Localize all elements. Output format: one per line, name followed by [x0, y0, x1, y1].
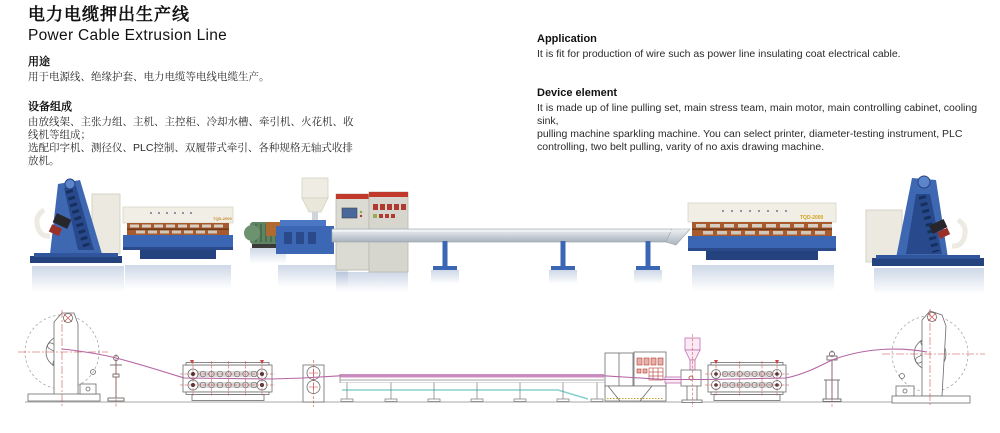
components-heading: 设备组成: [28, 101, 72, 113]
caterpillar-puller-photo-1: [123, 207, 233, 289]
caterpillar-drawing-1: [180, 360, 275, 401]
title-block: [28, 6, 227, 45]
components-body-line1: 由放线架、主张力组、主机、主控柜、冷却水槽、牵引机、火花机、收线机等组成；: [28, 116, 354, 141]
page-title-chinese: 电力电缆押出生产线: [28, 5, 190, 24]
caterpillar-puller-photo-2: [688, 203, 836, 291]
trough-leg-1: [431, 241, 459, 284]
takeup-stand-photo: [866, 176, 984, 294]
production-line-drawing: [0, 308, 1000, 433]
chinese-text-column: [28, 56, 358, 168]
wire-guide-drawing: [108, 354, 124, 407]
guide-roller-box-drawing: [303, 360, 324, 407]
cooling-trough-drawing: [340, 374, 604, 402]
device-element-body-line2: pulling machine sparkling machine. You can select printer, diameter-testing instrument, PLC: [537, 128, 963, 140]
components-body-line2: 选配印字机、测径仪、PLC控制、双履带式牵引、各种规格无轴式收排放机。: [28, 142, 353, 167]
usage-heading: 用途: [28, 56, 50, 68]
production-line-photo: [0, 170, 1000, 300]
machine-model-label: TQD-2000: [800, 215, 824, 221]
page-title-english: Power Cable Extrusion Line: [28, 26, 228, 44]
takeup-stand-drawing: [882, 309, 985, 407]
usage-body: 用于电源线、绝缘护套、电力电缆等电线电缆生产。: [28, 71, 270, 83]
trough-leg-3: [634, 241, 662, 284]
extruder-drawing: [665, 334, 702, 407]
machine-model-label-small: TQD-2000: [213, 216, 232, 221]
application-body: It is fit for production of wire such as power line insulating coat electrical cable.: [537, 48, 901, 60]
english-text-column: [537, 33, 997, 154]
device-element-body-line1: It is made up of line pulling set, main stress team, main motor, main controlling cabinet, cooling sink,: [537, 102, 978, 127]
caterpillar-drawing-2: [705, 360, 789, 401]
device-element-heading: Device element: [537, 87, 618, 99]
trough-leg-2: [549, 241, 577, 284]
application-heading: Application: [537, 33, 597, 45]
guide-stand-drawing: [823, 350, 841, 407]
payoff-stand-drawing: [18, 310, 108, 407]
payoff-stand-photo: [30, 179, 124, 292]
device-element-body-line3: controlling, two belt pulling, varity of no axis drawing machine.: [537, 141, 825, 153]
